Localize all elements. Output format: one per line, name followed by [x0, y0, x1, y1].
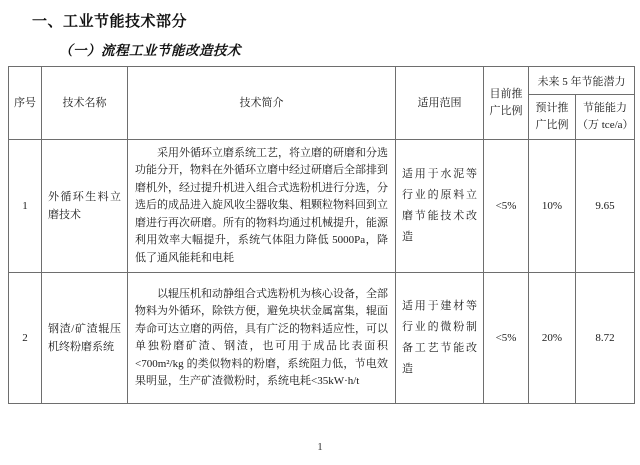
cell-expected-ratio: 20% — [529, 273, 576, 404]
cell-technology-brief: 采用外循环立磨系统工艺，将立磨的研磨和分选功能分开，物料在外循环立磨中经过研磨后全部排到磨机外，经过提升机进入组合式选粉机进行分选，分选后的成品进入旋风收尘器收集、粗颗粒物料回到立磨进行再次研磨。所有的物料均通过机械提升，能源利用效率大幅提升，系统气体阻力降低 5000Pa，降低了通风能耗和电耗 — [128, 140, 396, 273]
table-row — [9, 273, 635, 404]
cell-technology-name: 外循环生料立磨技术 — [42, 140, 128, 273]
cell-saving-capacity: 8.72 — [576, 273, 635, 404]
subsection-title: （一）流程工业节能改造技术 — [59, 43, 241, 58]
cell-saving-capacity: 9.65 — [576, 140, 635, 273]
header-cell-index: 序号 — [9, 67, 42, 140]
cell-index: 1 — [9, 140, 42, 273]
header-capacity-line1: 节能能力 — [583, 102, 627, 114]
header-cell-current-ratio: 目前推广比例 — [484, 67, 529, 140]
header-cell-scope: 适用范围 — [396, 67, 484, 140]
header-cell-brief: 技术简介 — [128, 67, 396, 140]
table-header-row-top — [9, 67, 635, 95]
cell-expected-ratio: 10% — [529, 140, 576, 273]
page-number: 1 — [317, 441, 323, 453]
cell-index: 2 — [9, 273, 42, 404]
cell-technology-brief: 以辊压机和动静组合式选粉机为核心设备，全部物料为外循环，除铁方便，避免块状金属富集，辊面寿命可达立磨的两倍，具有广泛的物料适应性，可以单独粉磨矿渣、钢渣，也可用于成品比表面积<700m²/kg 的类似物料的粉磨，系统阻力低，节电效果明显，生产矿渣微粉时，系统电耗<35kW·h/t — [128, 273, 396, 404]
section-title: 一、工业节能技术部分 — [32, 12, 188, 30]
cell-applicable-scope: 适用于水泥等行业的原料立磨节能技术改造 — [396, 140, 484, 273]
cell-applicable-scope: 适用于建材等行业的微粉制备工艺节能改造 — [396, 273, 484, 404]
header-cell-capacity — [576, 95, 635, 140]
header-capacity-line2: （万 tce/a） — [577, 119, 634, 131]
cell-current-ratio: <5% — [484, 273, 529, 404]
table-row — [9, 140, 635, 273]
header-cell-future-potential-group: 未来 5 年节能潜力 — [529, 67, 635, 95]
header-cell-name: 技术名称 — [42, 67, 128, 140]
cell-technology-name: 钢渣/矿渣辊压机终粉磨系统 — [42, 273, 128, 404]
header-cell-expected-ratio: 预计推广比例 — [529, 95, 576, 140]
cell-current-ratio: <5% — [484, 140, 529, 273]
technology-table — [8, 66, 635, 404]
